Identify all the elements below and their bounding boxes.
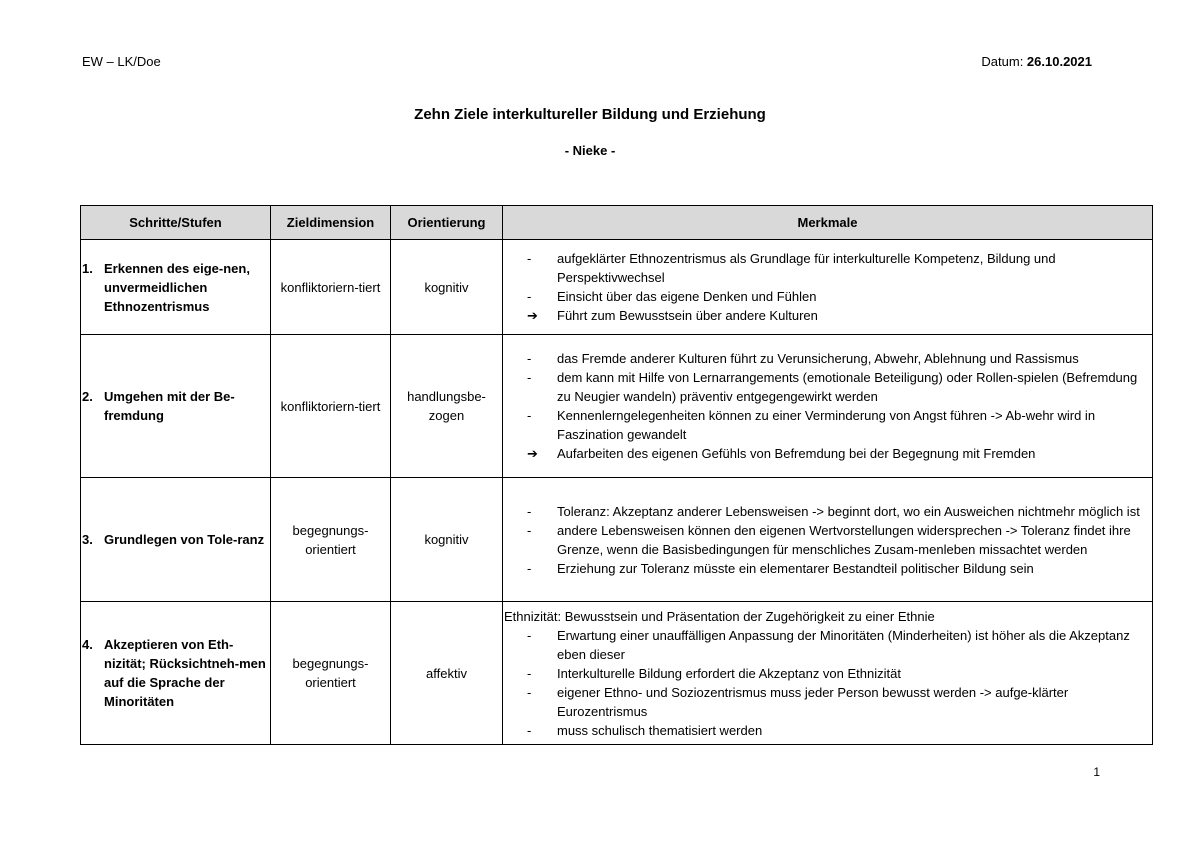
- feature-text: Aufarbeiten des eigenen Gefühls von Befremdung bei der Begegnung mit Fremden: [557, 446, 1036, 461]
- feature-item: [503, 664, 1152, 683]
- header-orientation: Orientierung: [391, 206, 503, 240]
- feature-item: [503, 444, 1152, 463]
- document-subtitle: - Nieke -: [564, 143, 616, 158]
- step-cell: [81, 478, 271, 602]
- feature-text: Erwartung einer unauffälligen Anpassung der Minoritäten (Minderheiten) ist höher als die Akzeptanz eben dieser: [557, 627, 1130, 662]
- step-title: Erkennen des eige-nen, unvermeidlichen Ethnozentrismus: [104, 260, 250, 314]
- bullet-dash: -: [527, 251, 532, 266]
- goals-table: [80, 205, 1153, 745]
- table-row: [81, 478, 1153, 602]
- feature-item: [503, 287, 1152, 306]
- orientation-cell: kognitiv: [391, 478, 503, 602]
- feature-text: Führt zum Bewusstsein über andere Kulturen: [557, 308, 818, 323]
- dimension-cell: begegnungs-orientiert: [271, 602, 391, 745]
- feature-text: Einsicht über das eigene Denken und Fühlen: [557, 289, 817, 304]
- bullet-dash: -: [527, 351, 532, 366]
- orientation-cell: handlungsbe-zogen: [391, 335, 503, 478]
- header-features: Merkmale: [503, 206, 1153, 240]
- bullet-dash: -: [527, 408, 532, 423]
- bullet-dash: -: [527, 560, 532, 576]
- orientation-cell: affektiv: [391, 602, 503, 745]
- document-title: Zehn Ziele interkultureller Bildung und Erziehung: [414, 106, 766, 123]
- step-number: 3.: [82, 532, 93, 547]
- feature-item: [503, 626, 1152, 664]
- table-row: [81, 602, 1153, 745]
- bullet-dash: -: [527, 627, 532, 643]
- feature-text: das Fremde anderer Kulturen führt zu Verunsicherung, Abwehr, Ablehnung und Rassismus: [557, 351, 1079, 366]
- bullet-dash: -: [527, 289, 532, 304]
- feature-text: muss schulisch thematisiert werden: [557, 722, 763, 738]
- bullet-dash: -: [527, 503, 532, 519]
- header-dimension: Zieldimension: [271, 206, 391, 240]
- date-value: 26.10.2021: [1026, 54, 1092, 69]
- feature-item: [503, 306, 1152, 325]
- arrow-right-icon: ➔: [527, 446, 538, 461]
- feature-item: [503, 368, 1152, 406]
- feature-text: Erziehung zur Toleranz müsste ein elementarer Bestandteil politischer Bildung sein: [557, 560, 1034, 576]
- feature-item: [503, 406, 1152, 444]
- dimension-cell: konfliktoriern-tiert: [271, 240, 391, 335]
- feature-text: Toleranz: Akzeptanz anderer Lebensweisen -> beginnt dort, wo ein Ausweichen nichtmehr möglich ist: [557, 503, 1140, 519]
- feature-item: [503, 349, 1152, 368]
- feature-item: [503, 721, 1152, 740]
- feature-intro: Ethnizität: Bewusstsein und Präsentation der Zugehörigkeit zu einer Ethnie: [504, 608, 935, 624]
- step-cell: [81, 602, 271, 745]
- step-number: 2.: [82, 389, 93, 404]
- orientation-cell: kognitiv: [391, 240, 503, 335]
- feature-item: [503, 502, 1152, 521]
- features-cell: [503, 602, 1153, 745]
- table-header-row: [81, 206, 1153, 240]
- feature-item: [503, 559, 1152, 578]
- dimension-cell: konfliktoriern-tiert: [271, 335, 391, 478]
- feature-text: Kennenlerngelegenheiten können zu einer Verminderung von Angst führen -> Ab-wehr wird in Faszination gewandelt: [557, 408, 1096, 442]
- feature-text: eigener Ethno- und Soziozentrismus muss jeder Person bewusst werden -> aufge-klärter Eurozentrismus: [557, 684, 1069, 719]
- bullet-dash: -: [527, 522, 532, 538]
- features-cell: [503, 240, 1153, 335]
- feature-text: andere Lebensweisen können den eigenen Wertvorstellungen widersprechen -> Toleranz findet ihre Grenze, wenn die Basisbedingungen für menschliches Zusam-menleben missachtet werden: [557, 522, 1131, 557]
- step-number: 1.: [82, 260, 93, 276]
- header-course: EW – LK/Doe: [82, 54, 161, 69]
- feature-text: Interkulturelle Bildung erfordert die Akzeptanz von Ethnizität: [557, 665, 901, 681]
- feature-text: aufgeklärter Ethnozentrismus als Grundlage für interkulturelle Kompetenz, Bildung und Perspektivwechsel: [557, 251, 1056, 285]
- bullet-dash: -: [527, 370, 532, 385]
- date-label: Datum:: [981, 54, 1027, 69]
- feature-text: dem kann mit Hilfe von Lernarrangements (emotionale Beteiligung) oder Rollen-spielen (Befremdung zu Neugier wandeln) präventiv entgegengewirkt werden: [557, 370, 1138, 404]
- bullet-dash: -: [527, 684, 532, 700]
- header-date: [981, 54, 1092, 69]
- bullet-dash: -: [527, 665, 532, 681]
- page-number: 1: [1093, 765, 1100, 779]
- step-title: Grundlegen von Tole-ranz: [104, 532, 265, 547]
- step-number: 4.: [82, 637, 93, 652]
- step-title: Akzeptieren von Eth-nizität; Rücksichtneh-men auf die Sprache der Minoritäten: [104, 637, 266, 709]
- feature-item: [503, 683, 1152, 721]
- step-cell: [81, 335, 271, 478]
- dimension-cell: begegnungs-orientiert: [271, 478, 391, 602]
- arrow-right-icon: ➔: [527, 308, 538, 323]
- feature-item: [503, 521, 1152, 559]
- features-cell: [503, 335, 1153, 478]
- step-cell: [81, 240, 271, 335]
- feature-item: [503, 249, 1152, 287]
- table-row: [81, 240, 1153, 335]
- features-cell: [503, 478, 1153, 602]
- bullet-dash: -: [527, 722, 532, 738]
- step-title: Umgehen mit der Be-fremdung: [104, 389, 235, 423]
- header-steps: Schritte/Stufen: [81, 206, 271, 240]
- table-row: [81, 335, 1153, 478]
